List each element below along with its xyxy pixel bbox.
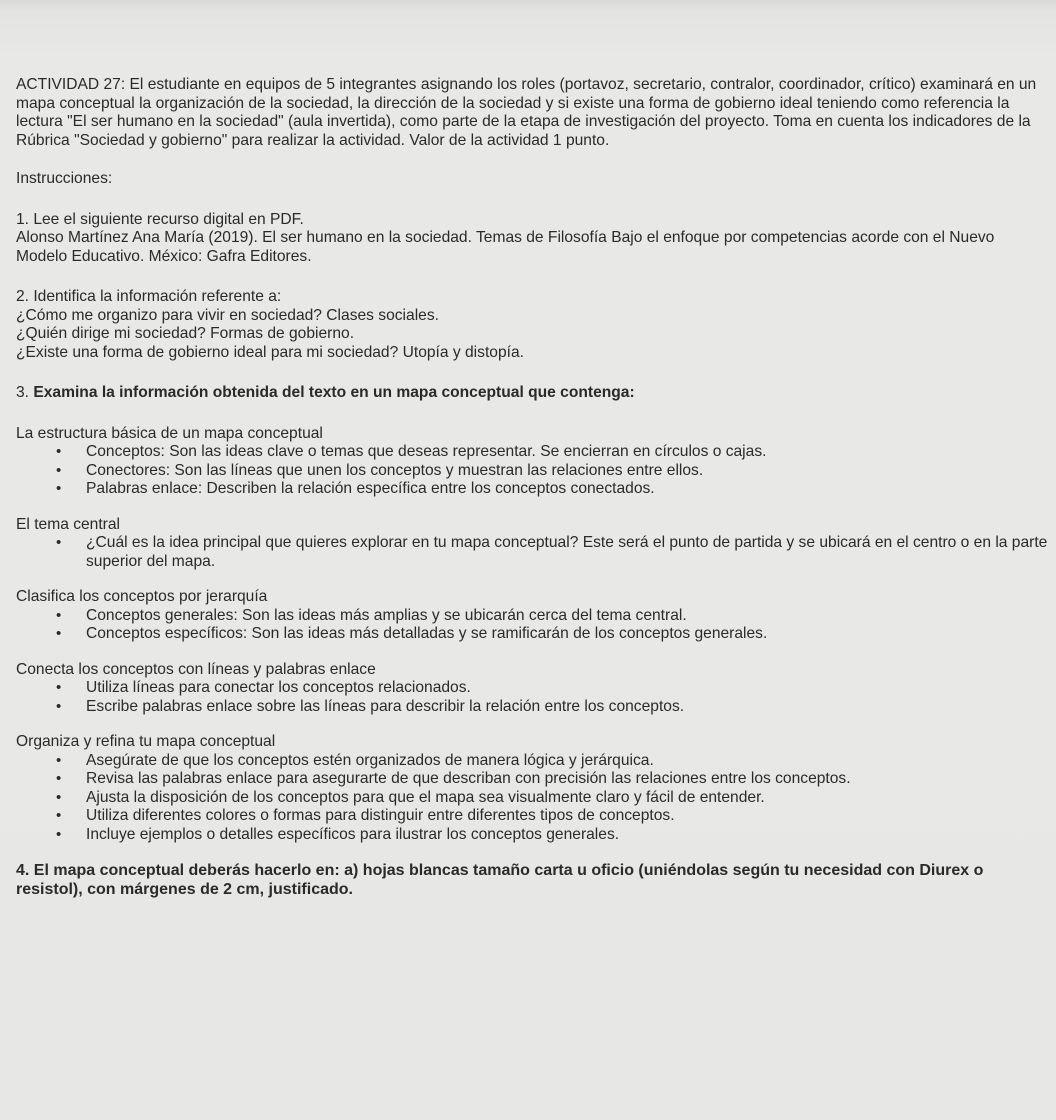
list-item: • Asegúrate de que los conceptos estén organizados de manera lógica y jerárquica. (16, 752, 1048, 771)
step-2 (16, 288, 1048, 362)
list-item: • Palabras enlace: Describen la relación específica entre los conceptos conectados. (16, 480, 1048, 499)
step-3-title (16, 384, 1048, 403)
section-connect (16, 661, 1048, 717)
section-hierarchy (16, 588, 1048, 644)
list-item: • Utiliza diferentes colores o formas para distinguir entre diferentes tipos de conceptos. (16, 807, 1048, 826)
list-item: • Conceptos: Son las ideas clave o temas que deseas representar. Se encierran en círculos o cajas. (16, 443, 1048, 462)
step-1-title: 1. Lee el siguiente recurso digital en PDF. (16, 210, 304, 228)
section-theme (16, 516, 1048, 572)
list-item: • ¿Cuál es la idea principal que quieres explorar en tu mapa conceptual? Este será el punto de partida y se ubicará en el centro o en la parte superior del mapa. (16, 534, 1048, 571)
step-1-reference: Alonso Martínez Ana María (2019). El ser humano en la sociedad. Temas de Filosofía Bajo el enfoque por competencias acorde con el Nuevo Modelo Educativo. México: Gafra Editores. (16, 229, 995, 265)
section-connect-title: Conecta los conceptos con líneas y palabras enlace (16, 660, 376, 678)
section-structure-title: La estructura básica de un mapa conceptual (16, 424, 323, 442)
section-structure (16, 425, 1048, 499)
instructions-heading: Instrucciones: (16, 170, 113, 187)
list-item: • Conceptos específicos: Son las ideas más detalladas y se ramificarán de los conceptos generales. (16, 625, 1048, 644)
step-3-number: 3. (16, 384, 34, 401)
document-body (16, 76, 1048, 899)
list-item: • Conectores: Son las líneas que unen los conceptos y muestran las relaciones entre ellos. (16, 462, 1048, 481)
step-4: 4. El mapa conceptual deberás hacerlo en: a) hojas blancas tamaño carta u oficio (uniéndolas según tu necesidad con Diurex o resistol), con márgenes de 2 cm, justificado. (16, 862, 984, 898)
step-2-question-3: ¿Existe una forma de gobierno ideal para mi sociedad? Utopía y distopía. (16, 343, 524, 361)
section-theme-title: El tema central (16, 515, 121, 533)
list-item: • Utiliza líneas para conectar los conceptos relacionados. (16, 679, 1048, 698)
step-2-question-1: ¿Cómo me organizo para vivir en sociedad? Clases sociales. (16, 306, 439, 324)
list-item: • Revisa las palabras enlace para asegurarte de que describan con precisión las relaciones entre los conceptos. (16, 770, 1048, 789)
step-1 (16, 211, 1048, 267)
step-3-text: Examina la información obtenida del texto en un mapa conceptual que contenga: (33, 384, 635, 401)
list-item: • Incluye ejemplos o detalles específicos para ilustrar los conceptos generales. (16, 826, 1048, 845)
list-item: • Conceptos generales: Son las ideas más amplias y se ubicarán cerca del tema central. (16, 607, 1048, 626)
section-refine (16, 733, 1048, 844)
activity-description: ACTIVIDAD 27: El estudiante en equipos de 5 integrantes asignando los roles (portavoz, secretario, contralor, coordinador, crítico) examinará en un mapa conceptual la organización de la sociedad, la dirección de la sociedad y si existe una forma de gobierno ideal teniendo como referencia la lectura "El ser humano en la sociedad" (aula invertida), como parte de la etapa de investigación del proyecto. Toma en cuenta los indicadores de la Rúbrica "Sociedad y gobierno" para realizar la actividad. Valor de la actividad 1 punto. (16, 76, 1037, 149)
step-2-title: 2. Identifica la información referente a: (16, 288, 282, 305)
list-item: • Escribe palabras enlace sobre las líneas para describir la relación entre los conceptos. (16, 698, 1048, 717)
section-refine-title: Organiza y refina tu mapa conceptual (16, 733, 276, 750)
section-hierarchy-title: Clasifica los conceptos por jerarquía (16, 588, 268, 605)
list-item: • Ajusta la disposición de los conceptos para que el mapa sea visualmente claro y fácil de entender. (16, 789, 1048, 808)
step-2-question-2: ¿Quién dirige mi sociedad? Formas de gobierno. (16, 325, 355, 342)
